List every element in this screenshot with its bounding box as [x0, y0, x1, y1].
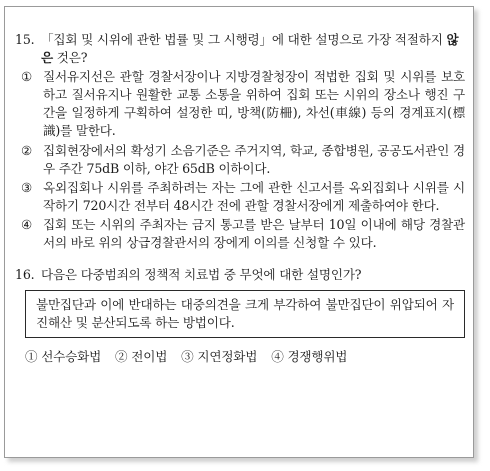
question-15-number: 15.: [15, 32, 35, 47]
choice-text: 지연정화법: [197, 349, 258, 365]
question-15-stem-pre: 「집회 및 시위에 관한 법률 및 그 시행령」에 대한 설명으로 가장 적절하지: [41, 32, 443, 47]
choice-mark: ②: [115, 349, 128, 365]
question-15-stem-post: 것은?: [56, 50, 88, 66]
question-15-header: [15, 31, 465, 67]
option-mark: ③: [21, 179, 33, 195]
option-text: 옥외집회나 시위를 주최하려는 자는 그에 관한 신고서를 옥외집회나 시위를 시작하기 720시간 전부터 48시간 전에 관할 경찰서장에게 제출하여야 한다.: [43, 179, 465, 213]
question-15-option-3[interactable]: [15, 179, 465, 215]
option-mark: ④: [21, 216, 33, 232]
question-15-stem-emphasis: 않은: [41, 32, 459, 66]
question-16-stem: 다음은 다중범죄의 정책적 치료법 중 무엇에 대한 설명인가?: [41, 267, 362, 283]
question-16-header: [15, 266, 465, 284]
option-text: 질서유지선은 관할 경찰서장이나 지방경찰청장이 적법한 집회 및 시위를 보호하고 질서유지나 원활한 교통 소통을 위하여 집회 또는 시위의 장소나 행진 구간을 일정하게 구획하여 설정한 띠, 방책(防柵), 차선(車線) 등의 경계표지(標識)를 말한다.: [43, 69, 465, 139]
question-16-choice-1[interactable]: [25, 348, 101, 366]
question-content: [15, 31, 465, 367]
option-text: 집회 또는 시위의 주최자는 금지 통고를 받은 날부터 10일 이내에 해당 경찰관서의 바로 위의 상급경찰관서의 장에게 이의를 신청할 수 있다.: [43, 216, 465, 251]
question-16-choice-2[interactable]: [115, 348, 167, 366]
question-15-option-4[interactable]: [15, 216, 465, 252]
choice-text: 전이법: [131, 349, 168, 365]
question-16-choice-4[interactable]: [271, 348, 347, 366]
question-15-option-2[interactable]: [15, 142, 465, 178]
question-15-option-1[interactable]: [15, 68, 465, 140]
option-text: 집회현장에서의 확성기 소음기준은 주거지역, 학교, 종합병원, 공공도서관인 경우 주간 75dB 이하, 야간 65dB 이하이다.: [43, 142, 465, 176]
choice-mark: ③: [181, 349, 194, 365]
option-mark: ②: [21, 142, 33, 158]
question-15-stem: [41, 31, 465, 67]
document-frame: [4, 6, 474, 458]
question-16-number: 16.: [15, 267, 35, 283]
option-mark: ①: [21, 69, 33, 85]
choice-text: 선수승화법: [41, 349, 102, 365]
question-16-passage-text: 불만집단과 이에 반대하는 대중의견을 크게 부각하여 불만집단이 위압되어 자진해산 및 분산되도록 하는 방법이다.: [36, 297, 454, 331]
choice-text: 경쟁행위법: [287, 349, 348, 365]
question-16-choice-3[interactable]: [181, 348, 257, 366]
question-16-choices: [15, 348, 465, 366]
choice-mark: ④: [271, 349, 284, 365]
choice-mark: ①: [25, 349, 38, 365]
question-16-passage-box: [25, 290, 465, 338]
